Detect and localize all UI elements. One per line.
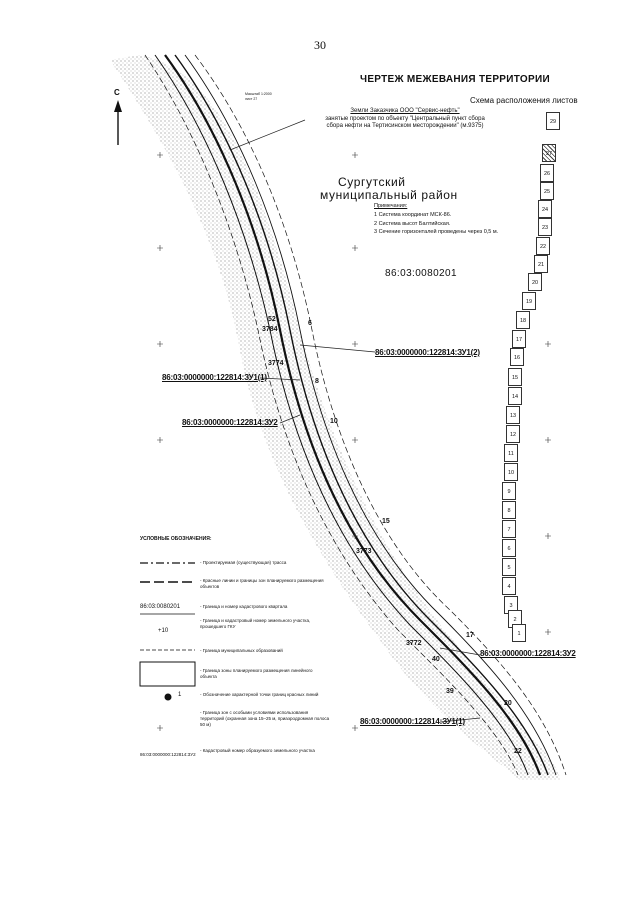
sheet-cell[interactable]: 13 [506, 406, 520, 424]
map-title: ЧЕРТЕЖ МЕЖЕВАНИЯ ТЕРРИТОРИИ [360, 74, 550, 85]
point-label: 3773 [356, 548, 372, 555]
point-label: 10 [330, 418, 338, 425]
sheet-cell[interactable]: 24 [538, 200, 552, 218]
sheet-cell[interactable]: 7 [502, 520, 516, 538]
tiny-note: Масштаб 1:2000 лист 27 [245, 92, 272, 101]
sheet-cell[interactable]: 2 [508, 610, 522, 628]
sheet-cell[interactable]: 17 [512, 330, 526, 348]
scheme-title: Схема расположения листов [470, 96, 578, 105]
sheet-cell[interactable]: 15 [508, 368, 522, 386]
sheet-cell-current[interactable]: 27 [542, 144, 556, 162]
legend-item: - Проектируемая (существующая) трасса [200, 560, 287, 565]
sheet-cell[interactable]: 10 [504, 463, 518, 481]
sheet-cell[interactable]: 8 [502, 501, 516, 519]
sheet-cell[interactable]: 22 [536, 237, 550, 255]
sheet-cell[interactable]: 26 [540, 164, 554, 182]
plot-label: 86:03:0000000:122814:ЗУ1(1) [162, 373, 267, 382]
point-label: 39 [446, 688, 454, 695]
legend-item: - Граница и номер кадастрового квартала [200, 604, 288, 609]
legend-item: - Граница муниципальных образований [200, 648, 283, 653]
district-label: Сургутский муниципальный район [320, 175, 458, 202]
point-label: 22 [514, 748, 522, 755]
sheet-cell[interactable]: 1 [512, 624, 526, 642]
sheet-cell[interactable]: 29 [546, 112, 560, 130]
sheet-cell[interactable]: 20 [528, 273, 542, 291]
sheet-cell[interactable]: 5 [502, 558, 516, 576]
callout-text: Земли Заказчика ООО "Сервис-нефть" занятые проектом по объекту "Центральный пункт сбора сбора нефти на Тертисинском месторождении" (м.9375) [325, 108, 485, 129]
legend-item: - Красные линии и границы зон планируемого размещения объектов [200, 578, 324, 589]
north-label: С [114, 88, 120, 97]
sheet-cell[interactable]: 11 [504, 444, 518, 462]
point-label: 17 [466, 632, 474, 639]
sheet-cell[interactable]: 9 [502, 482, 516, 500]
legend-item: - Кадастровый номер образуемого земельного участка [200, 748, 315, 753]
cadastral-quarter-label: 86:03:0080201 [385, 268, 457, 279]
legend-title: УСЛОВНЫЕ ОБОЗНАЧЕНИЯ: [140, 536, 212, 542]
sheet-cell[interactable]: 4 [502, 577, 516, 595]
sheet-cell[interactable]: 21 [534, 255, 548, 273]
sheet-cell[interactable]: 16 [510, 348, 524, 366]
page-number: 30 [314, 38, 326, 52]
legend-sample: 86:03:0080201 [140, 604, 181, 610]
sheet-cell[interactable]: 18 [516, 311, 530, 329]
plot-label: 86:03:0000000:122814:ЗУ1(2) [375, 348, 480, 357]
point-label: 15 [382, 518, 390, 525]
sheet-cell[interactable]: 6 [502, 539, 516, 557]
point-label: 6 [308, 320, 312, 327]
legend-item: - Граница зон с особыми условиями использования территорий (охранная зона 15–25 м, приаэродромная полоса 50 м) [200, 710, 330, 727]
sheet-cell[interactable]: 12 [506, 425, 520, 443]
plot-label: 86:03:0000000:122814:ЗУ2 [182, 418, 278, 427]
north-arrow-icon [114, 100, 122, 145]
sheet-cell[interactable]: 14 [508, 387, 522, 405]
point-label: 3784 [262, 326, 278, 333]
sheet-cell[interactable]: 25 [540, 182, 554, 200]
legend-item: - Граница зоны планируемого размещения линейного объекта [200, 668, 313, 679]
point-label: 3774 [268, 360, 284, 367]
point-label: 52 [268, 316, 276, 323]
plot-label: 86:03:0000000:122814:ЗУ2 [480, 649, 576, 658]
legend-sample: +10 [158, 628, 169, 634]
legend-sample: 1 [178, 692, 182, 698]
legend-item: - Граница и кадастровый номер земельного участка, прошедшего ГКУ [200, 618, 311, 629]
point-label: 3772 [406, 640, 422, 647]
notes-block: Примечания: 1 Система координат МСК-86. 2 Система высот Балтийская. 3 Сечение горизонталей проведены через 0,5 м. [374, 203, 499, 236]
sheet-cell[interactable]: 3 [504, 596, 518, 614]
point-label: 8 [315, 378, 319, 385]
sheet-cell[interactable]: 19 [522, 292, 536, 310]
legend-item: - Обозначение характерной точки границ красных линий [200, 692, 319, 697]
point-label: 20 [504, 700, 512, 707]
point-label: 40 [432, 656, 440, 663]
legend-sample: 86:03:0000000:122814:ЗУ2 [140, 752, 196, 757]
plot-label: 86:03:0000000:122814:ЗУ1(1) [360, 717, 465, 726]
sheet-cell[interactable]: 23 [538, 218, 552, 236]
